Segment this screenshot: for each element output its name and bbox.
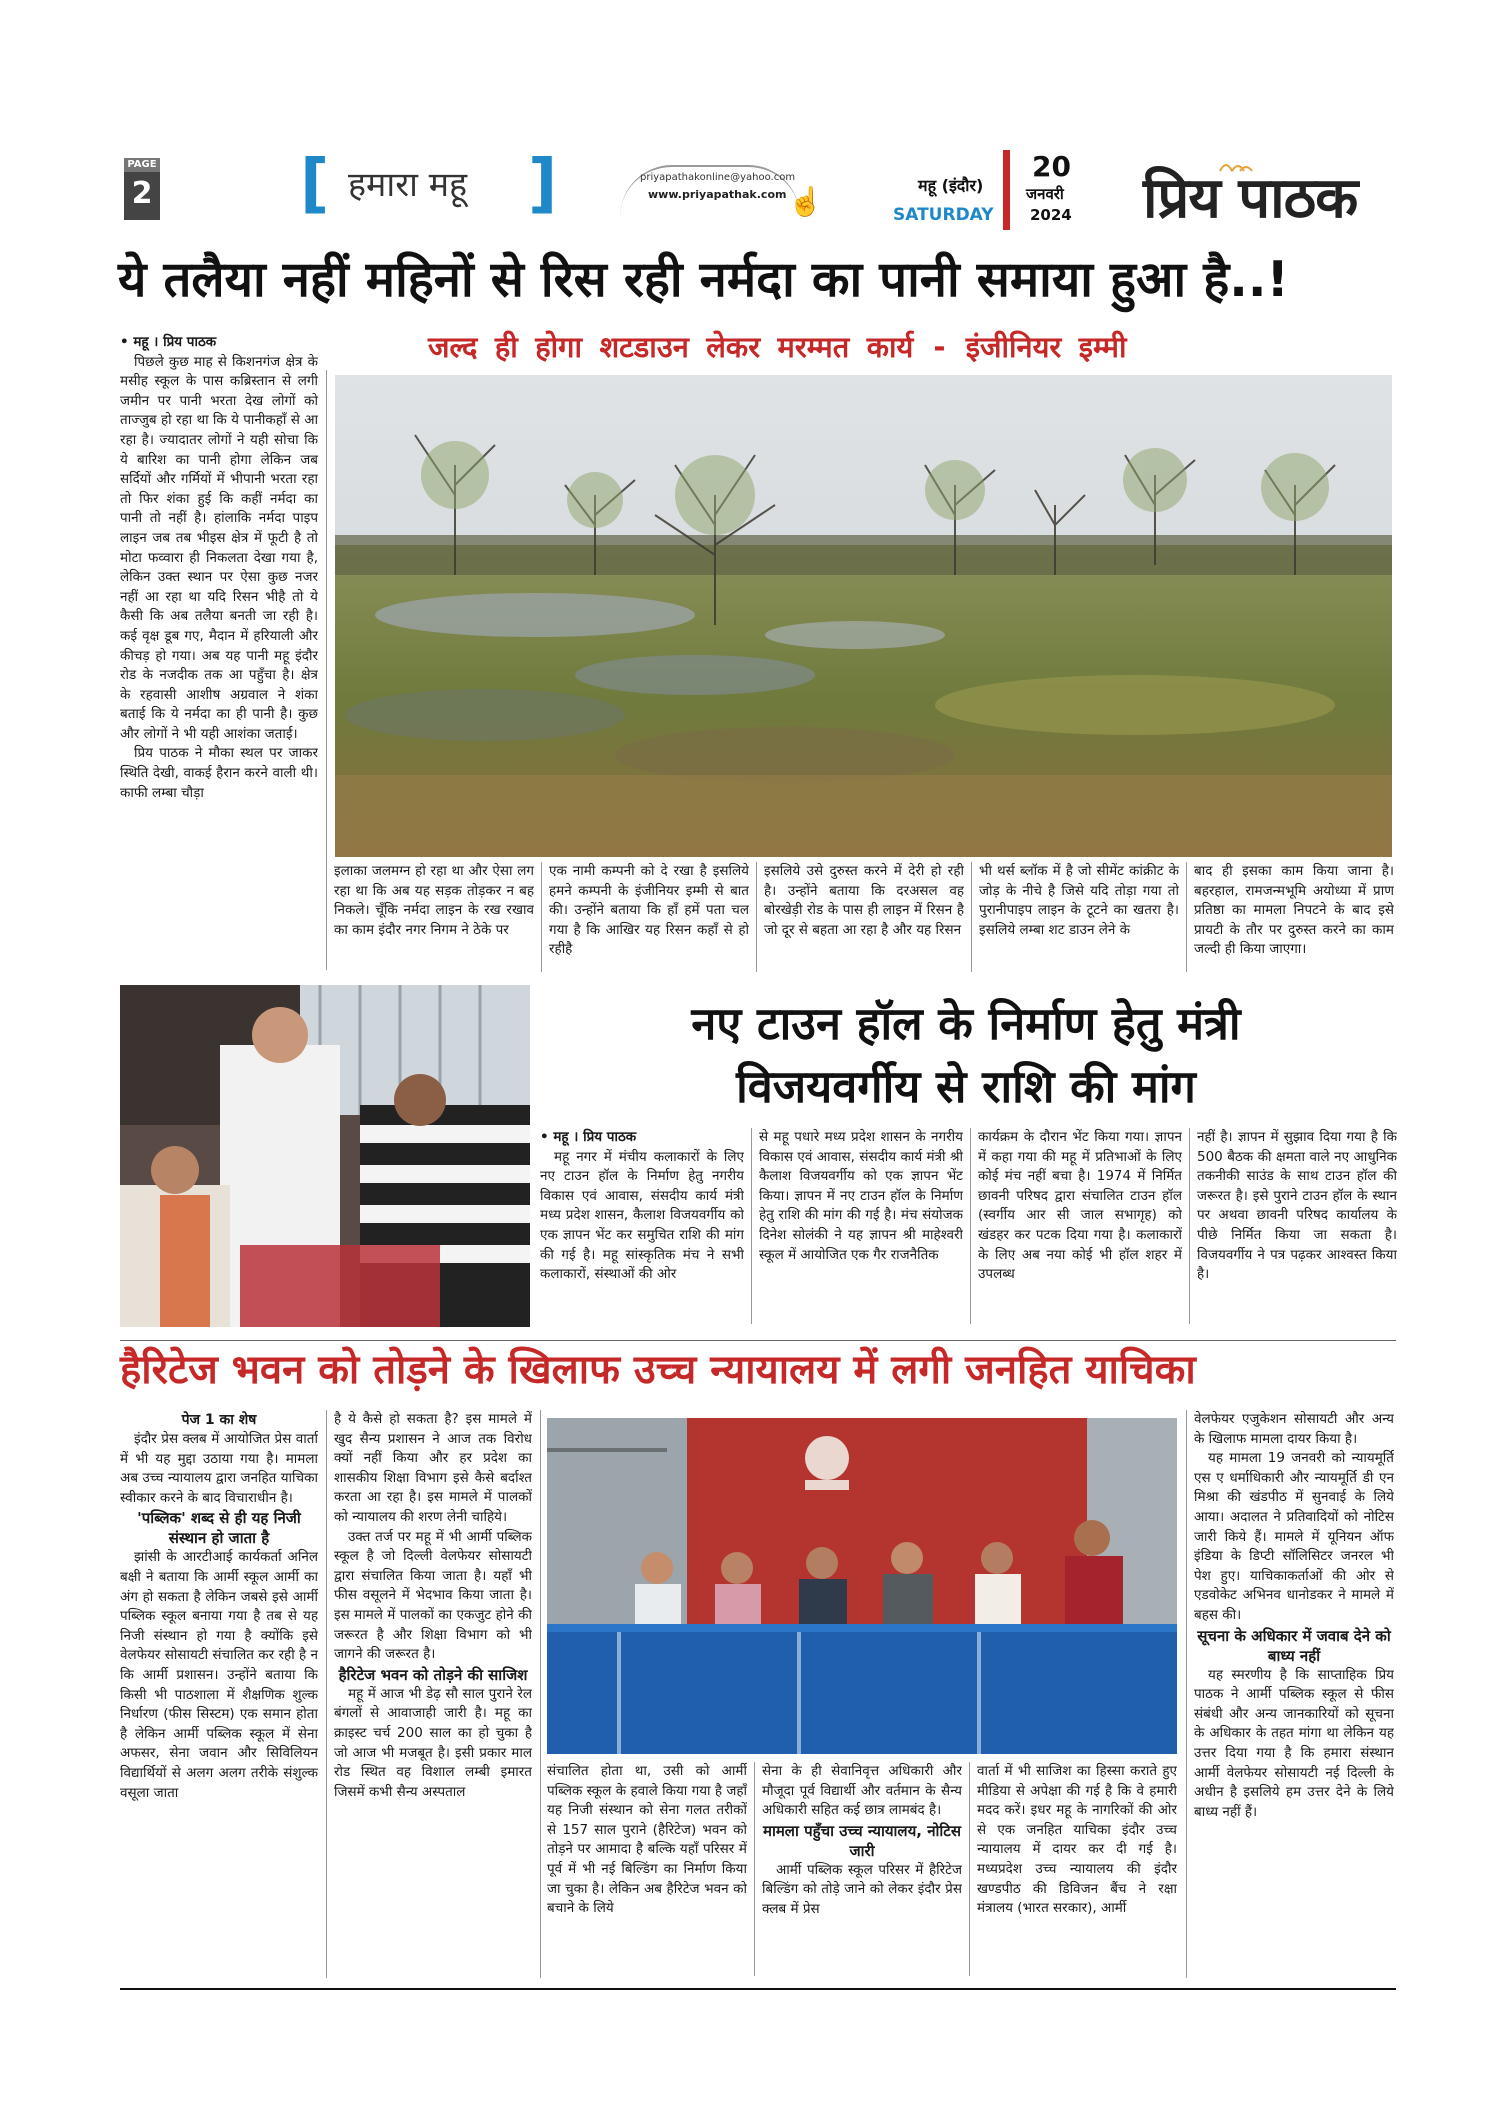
story3-subhead-rti: सूचना के अधिकार में जवाब देने को बाध्य नहीं bbox=[1197, 1626, 1391, 1665]
story3-subhead-court: मामला पहुँचा उच्च न्यायालय, नोटिस जारी bbox=[762, 1821, 962, 1860]
column-divider bbox=[751, 1128, 752, 1324]
page-bottom-rule bbox=[120, 1988, 1396, 1990]
story2-col2-text: से महू पधारे मध्य प्रदेश शासन के नगरीय विकास एवं आवास, संसदीय कार्य मंत्री श्री कैलाश विजयवर्गीय को एक ज्ञापन भेंट किया। ज्ञापन में नए टाउन हॉल के निर्माण हेतु राशि की मांग की गई है। मंच संयोजक दिनेश सोलंकी ने यह ज्ञापन श्री माहेश्वरी स्कूल में आयोजित एक गैर राजनैतिक bbox=[759, 1129, 963, 1263]
page-label: PAGE bbox=[124, 158, 160, 172]
story1-column-1 bbox=[120, 333, 318, 973]
column-divider bbox=[326, 370, 327, 970]
story3-col2c-text: महू में आज भी डेढ़ सौ साल पुराने रेल बंगलों से आवाजाही जारी है। महू का क्राइस्ट चर्च 200 साल का हो चुका है जो आज भी मजबूत है। इसी प्रकार माल रोड स्थित वह विशाल लम्बी इमारत जिसमें कभी सैन्य अस्पताल bbox=[334, 1685, 532, 1800]
newspaper-logo: प्रिय पाठक bbox=[1143, 165, 1358, 231]
story3-continued-label: पेज 1 का शेष bbox=[181, 1412, 257, 1428]
story3-column-1 bbox=[120, 1410, 318, 1980]
story1-col2-text: इलाका जलमग्न हो रहा था और ऐसा लग रहा था कि अब यह सड़क तोड़कर न बह निकले। चूँकि नर्मदा लाइन के रख रखाव का काम इंदौर नगर निगम ने ठेके पर bbox=[334, 863, 534, 938]
story1-col5-text: भी थर्स ब्लॉक में है जो सीमेंट कांक्रीट के जोड़ के नीचे है जिसे यदि तोड़ा गया तो पुरानीपाइप लाइन के टूटने का खतरा है। इसलिये लम्बा शट डाउन लेने के bbox=[979, 863, 1179, 938]
story3-col1a-text: इंदौर प्रेस क्लब में आयोजित प्रेस वार्ता में भी यह मुद्दा उठाया गया है। मामला अब उच्च न्यायालय द्वारा जनहित याचिका स्वीकार करने के बाद विचाराधीन है। bbox=[120, 1431, 318, 1506]
story1-col1-text: पिछले कुछ माह से किशनगंज क्षेत्र के मसीह स्कूल के पास कब्रिस्तान से लगी जमीन पर पानी भरता देख लोगों को ताज्जुब हो रहा था कि ये पानीकहाँ से आ रहा है। ज्यादातर लोगों ने यही सोचा कि ये बारिश का पानी होगा लेकिन जब सर्दियों और गर्मियों में भीपानी भरता रहा तो फिर शंका हुई कि कहीं नर्मदा का पानी तो नहीं है। हांलाकि नर्मदा पाइप लाइन जब तब भीइस क्षेत्र में फूटी है तो मोटा फव्वारा ही निकलता देखा गया है, लेकिन उक्त स्थान पर ऐसा कुछ नजर नहीं आ रहा था यदि रिसन भीहै तो ये कैसी कि अब तलैया बनती जा रही है। कई वृक्ष डूब गए, मैदान में हरियाली और कीचड़ हो गया। अब यह पानी महू इंदौर रोड के नजदीक तक आ पहुँचा है। क्षेत्र के रहवासी आशीष अग्रवाल ने शंका बताई कि ये नर्मदा का ही पानी है। कुछ और लोगों ने भी यही आशंका जताई। bbox=[120, 353, 318, 742]
story3-col1b-text: झांसी के आरटीआई कार्यकर्ता अनिल बक्षी ने बताया कि आर्मी स्कूल आर्मी का अंग हो सकता है लेकिन जबसे इसे आर्मी पब्लिक स्कूल बनाया गया है तब से यह निजी संस्थान हो गया है क्योंकि इसे वेलफेयर सोसायटी संचालित कर रही है न कि आर्मी प्रशासन। उन्होंने बताया कि किसी भी पाठशाला में शैक्षणिक शुल्क निर्धारण (फीस सिस्टम) एक समान होता है लेकिन आर्मी पब्लिक स्कूल में सेना अफसर, सेना जवान और सिविलियन विद्यार्थियों से अलग अलग तरीके संशुल्क वसूला जाता bbox=[120, 1549, 318, 1801]
story2-column-1 bbox=[540, 1128, 744, 1328]
story3-column-3 bbox=[547, 1762, 747, 1978]
waterlogged-field-photo bbox=[335, 375, 1392, 857]
story1-col3-text: एक नामी कम्पनी को दे रखा है इसलिये हमने कम्पनी के इंजीनियर इम्मी से बात की। उन्होंने बताया कि हाँ हमें पता चल गया है कि आखिर यह रिसन कहाँ से हो रहीहै bbox=[549, 863, 749, 958]
column-divider bbox=[541, 862, 542, 972]
pointer-hand-icon: ☝ bbox=[788, 185, 823, 218]
story3-col5-text: वार्ता में भी साजिश का हिस्सा कराते हुए मीडिया से अपेक्षा की गई है कि वे हमारी मदद करें। इधर महू के नागरिकों की ओर से एक जनहित याचिका इंदौर उच्च न्यायालय में दायर कर दी गई है। मध्यप्रदेश उच्च न्यायालय की इंदौर खण्डपीठ की डिविजन बैंच ने रक्षा मंत्रालय (भारत सरकार), आर्मी bbox=[977, 1763, 1177, 1917]
press-conference-photo bbox=[547, 1418, 1177, 1754]
story3-col6a-text: वेलफेयर एजुकेशन सोसायटी और अन्य के खिलाफ मामला दायर किया है। bbox=[1194, 1411, 1394, 1447]
column-divider bbox=[1189, 1128, 1190, 1324]
story1-byline: • महू । प्रिय पाठक bbox=[120, 334, 217, 350]
column-divider bbox=[971, 862, 972, 972]
story1-column-3 bbox=[549, 862, 749, 974]
story2-column-4 bbox=[1197, 1128, 1397, 1328]
story1-subheadline: जल्द ही होगा शटडाउन लेकर मरम्मत कार्य - इंजीनियर इम्मी bbox=[428, 330, 1127, 364]
date-number: 20 bbox=[1032, 150, 1071, 183]
story3-col2b-text: उक्त तर्ज पर महू में भी आर्मी पब्लिक स्कूल है जो दिल्ली वेलफेयर सोसायटी द्वारा संचालित किया जाता है। यहाँ भी फीस वसूलने में भेदभाव किया जाता है। इस मामले में पालकों का एकजुट होने की जरूरत है और शिक्षा विभाग को भी जागने की जरूरत है। bbox=[334, 1528, 532, 1663]
story3-column-4 bbox=[762, 1762, 962, 1978]
column-divider bbox=[1186, 1410, 1187, 1978]
logo-flame-decoration bbox=[1218, 158, 1254, 172]
column-divider bbox=[754, 1762, 755, 1976]
story1-headline: ये तलैया नहीं महिनों से रिस रही नर्मदा का पानी समाया हुआ है..! bbox=[118, 251, 1289, 308]
story2-headline-line1: नए टाउन हॉल के निर्माण हेतु मंत्री bbox=[691, 997, 1241, 1050]
story2-column-3 bbox=[978, 1128, 1182, 1328]
story2-byline: • महू । प्रिय पाठक bbox=[540, 1129, 637, 1145]
story2-col4-text: नहीं है। ज्ञापन में सुझाव दिया गया है कि 500 बैठक की क्षमता वाले नए आधुनिक तकनीकी साउंड के साथ टाउन हॉल की जरूरत है। इसे पुराने टाउन हॉल के स्थान पर अथवा छावनी परिषद कार्यालय के पीछे निर्मित किया जा सकता है। विजयवर्गीय ने पत्र पढ़कर आश्वस्त किया है। bbox=[1197, 1129, 1397, 1283]
column-divider bbox=[756, 862, 757, 972]
minister-memorandum-photo bbox=[120, 985, 530, 1327]
story3-col4b-text: आर्मी पब्लिक स्कूल परिसर में हैरिटेज बिल्डिंग को तोड़े जाने को लेकर इंदौर प्रेस क्लब में प्रेस bbox=[762, 1861, 962, 1917]
section-bracket-left: [ bbox=[300, 147, 330, 221]
day-label: SATURDAY bbox=[893, 205, 994, 225]
date-year: 2024 bbox=[1030, 206, 1072, 224]
story1-col4-text: इसलिये उसे दुरुस्त करने में देरी हो रही है। उन्होंने बताया कि दरअसल वह बोरखेड़ी रोड के पास ही लाइन में रिसन है जो दूर से बहता आ रहा है और यह रिसन bbox=[764, 863, 964, 938]
story2-column-2 bbox=[759, 1128, 963, 1328]
column-divider bbox=[540, 1410, 541, 1978]
date-month: जनवरी bbox=[1026, 185, 1064, 203]
column-divider bbox=[1186, 862, 1187, 972]
story1-column-5 bbox=[979, 862, 1179, 974]
story2-headline-line2: विजयवर्गीय से राशि की मांग bbox=[736, 1060, 1196, 1113]
column-divider bbox=[326, 1410, 327, 1978]
story3-col6c-text: यह स्मरणीय है कि साप्ताहिक प्रिय पाठक ने आर्मी पब्लिक स्कूल से फीस संबंधी और अन्य जानकारियों को सूचना के अधिकार के तहत मांगा था लेकिन यह उत्तर दिया गया है कि हमारा संस्थान आर्मी वेलफेयर सोसायटी नई दिल्ली के अधीन है इसलिये हम उत्तर देने के लिये बाध्य नहीं हैं। bbox=[1194, 1666, 1394, 1820]
story3-subhead-conspiracy: हैरिटेज भवन को तोड़ने की साजिश bbox=[338, 1665, 528, 1684]
story3-col3-text: संचालित होता था, उसी को आर्मी पब्लिक स्कूल के हवाले किया गया है जहाँ यह निजी संस्थान को सेना गलत तरीकों से 157 साल पुराने (हैरिटेज) भवन को तोड़ने पर आमादा है बल्कि यहाँ परिसर में पूर्व में भी नई बिल्डिंग का निर्माण किया जा चुका है। लेकिन अब हैरिटेज भवन को बचाने के लिये bbox=[547, 1763, 747, 1917]
story1-column-6 bbox=[1194, 862, 1394, 974]
story3-col2a-text: है ये कैसे हो सकता है? इस मामले में खुद सैन्य प्रशासन ने आज तक विरोध क्यों नहीं किया और हर प्रदेश का शासकीय शिक्षा विभाग इसे कैसे बर्दाश्त करता आ रहा है। इस मामले में पालकों को न्यायालय की शरण लेनी चाहिये। bbox=[334, 1411, 532, 1525]
story3-headline: हैरिटेज भवन को तोड़ने के खिलाफ उच्च न्यायालय में लगी जनहित याचिका bbox=[120, 1347, 1196, 1393]
story3-column-6 bbox=[1194, 1410, 1394, 1980]
section-title: हमारा महू bbox=[348, 165, 468, 205]
story1-col1b-text: प्रिय पाठक ने मौका स्थल पर जाकर स्थिति देखी, वाकई हैरान करने वाली थी। काफी लम्बा चौड़ा bbox=[120, 745, 318, 801]
story3-column-5 bbox=[977, 1762, 1177, 1978]
story3-col6b-text: यह मामला 19 जनवरी को न्यायमूर्ति एस ए धर्माधिकारी और न्यायमूर्ति डी एन मिश्रा की खंडपीठ में सुनवाई के लिये आया। अदालत ने प्रतिवादियों को नोटिस जारी किये हैं। मामले में यूनियन ऑफ इंडिया के डिप्टी सॉलिसिटर जनरल भी पेश हुए। याचिकाकर्ताओं की ओर से एडवोकेट अभिनव धानोडकर ने मामले में बहस की। bbox=[1194, 1450, 1394, 1623]
story3-column-2 bbox=[334, 1410, 532, 1980]
story3-col4a-text: सेना के ही सेवानिवृत्त अधिकारी और मौजूदा पूर्व विद्यार्थी और वर्तमान के सैन्य अधिकारी सहित कई छात्र लामबंद है। bbox=[762, 1763, 962, 1819]
place-label: महू (इंदौर) bbox=[918, 176, 984, 195]
story2-col1-text: महू नगर में मंचीय कलाकारों के लिए नए टाउन हॉल के निर्माण हेतु नगरीय विकास एवं आवास, संसदीय कार्य मंत्री मध्य प्रदेश शासन, कैलाश विजयवर्गीय को एक ज्ञापन भेंट कर समुचित राशि की मांग की गई है। महू सांस्कृतिक मंच ने सभी कलाकारों, संस्थाओं की ओर bbox=[540, 1148, 744, 1283]
date-divider bbox=[1003, 150, 1010, 230]
contact-email: priyapathakonline@yahoo.com bbox=[640, 172, 796, 183]
contact-website: www.priyapathak.com bbox=[648, 188, 787, 201]
page-number-box bbox=[124, 158, 160, 220]
story1-column-2 bbox=[334, 862, 534, 974]
story1-col6-text: बाद ही इसका काम किया जाना है। बहरहाल, रामजन्मभूमि अयोध्या में प्राण प्रतिष्ठा का मामला निपटने के बाद इसे प्रायटी के तौर पर दुरुस्त करने का काम जल्दी ही किया जाएगा। bbox=[1194, 863, 1394, 958]
column-divider bbox=[969, 1762, 970, 1976]
story2-col3-text: कार्यक्रम के दौरान भेंट किया गया। ज्ञापन में कहा गया की महू में प्रतिभाओं के लिए कोई मंच नहीं बचा है। 1974 में निर्मित छावनी परिषद द्वारा संचालित टाउन हॉल (स्वर्गीय आर सी जाल सभागृह) को खंडहर कर पटक दिया गया है। कलाकारों के लिए अब नया कोई भी हॉल शहर में उपलब्ध bbox=[978, 1129, 1182, 1283]
story3-subhead-public: 'पब्लिक' शब्द से ही यह निजी संस्थान हो जाता है bbox=[137, 1509, 301, 1548]
story1-column-4 bbox=[764, 862, 964, 974]
page-number: 2 bbox=[131, 176, 153, 211]
column-divider bbox=[970, 1128, 971, 1324]
section-divider bbox=[120, 1340, 1396, 1341]
section-bracket-right: ] bbox=[528, 147, 558, 221]
